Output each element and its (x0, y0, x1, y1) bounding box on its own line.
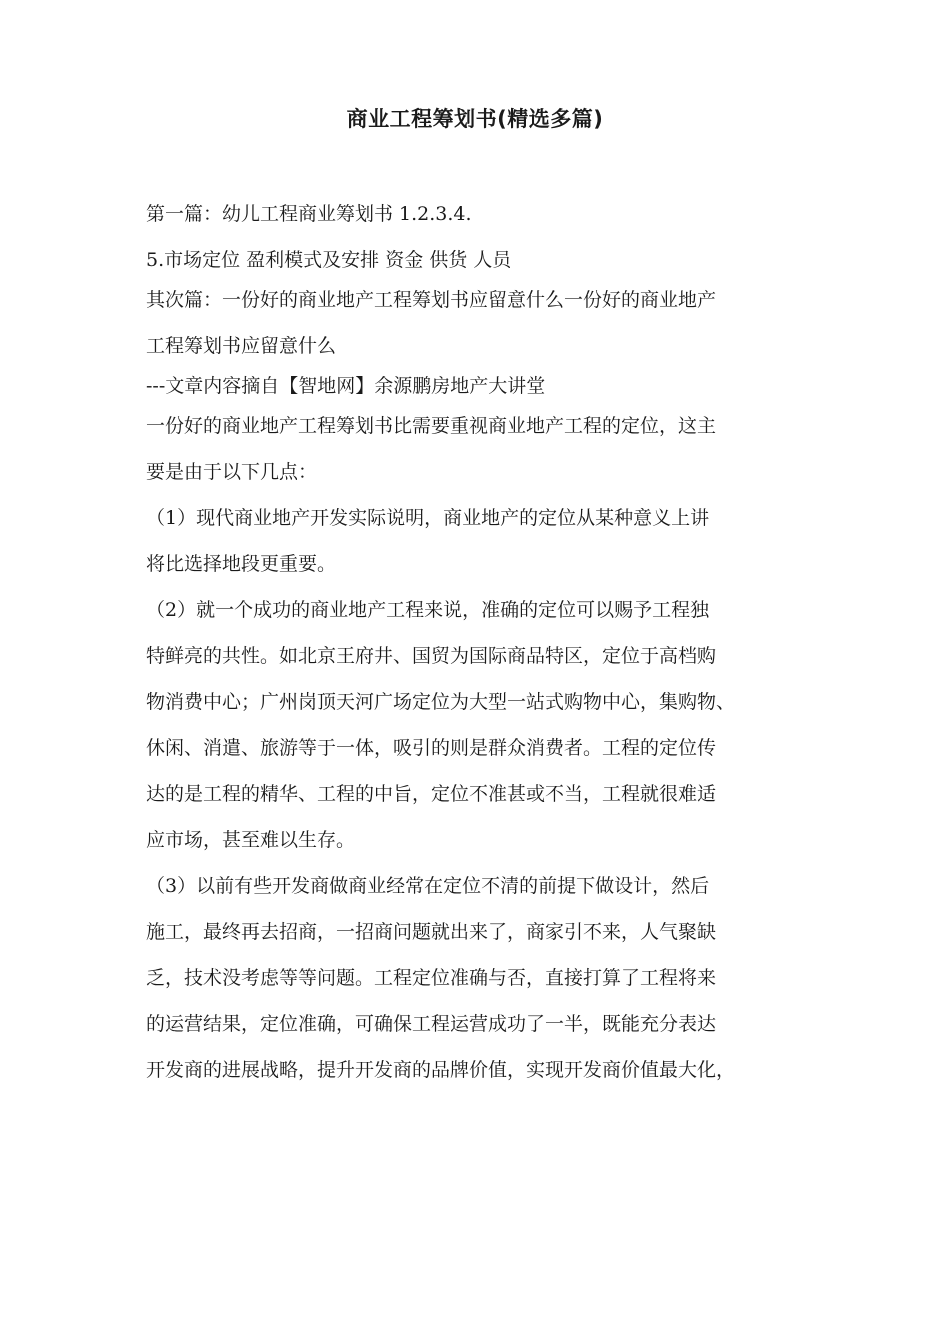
text-line: 工程筹划书应留意什么 (146, 335, 337, 357)
text-line: 施工，最终再去招商，一招商问题就出来了，商家引不来，人气聚缺 (146, 921, 717, 943)
text-line: 开发商的进展战略，提升开发商的品牌价值，实现开发商价值最大化， (146, 1059, 736, 1081)
text-line: 第一篇：幼儿工程商业筹划书 1.2.3.4. (146, 203, 472, 225)
text-line: （3）以前有些开发商做商业经常在定位不清的前提下做设计，然后 (146, 875, 710, 897)
text-line: 将比选择地段更重要。 (146, 553, 337, 575)
text-line: 其次篇：一份好的商业地产工程筹划书应留意什么一份好的商业地产 (146, 289, 717, 311)
text-line: （2）就一个成功的商业地产工程来说，准确的定位可以赐予工程独 (146, 599, 710, 621)
text-line: 应市场，甚至难以生存。 (146, 829, 356, 851)
text-line: ---文章内容摘自【智地网】余源鹏房地产大讲堂 (146, 375, 546, 397)
document-body (146, 200, 818, 1102)
text-line: 乏，技术没考虑等等问题。工程定位准确与否，直接打算了工程将来 (146, 967, 717, 989)
text-line: 特鲜亮的共性。如北京王府井、国贸为国际商品特区，定位于高档购 (146, 645, 717, 667)
text-line: 5.市场定位 盈利模式及安排 资金 供货 人员 (146, 249, 512, 271)
text-line: 的运营结果，定位准确，可确保工程运营成功了一半，既能充分表达 (146, 1013, 717, 1035)
text-line: 物消费中心；广州岗顶天河广场定位为大型一站式购物中心，集购物、 (146, 691, 736, 713)
text-line: 达的是工程的精华、工程的中旨，定位不准甚或不当，工程就很难适 (146, 783, 717, 805)
text-line: 休闲、消遣、旅游等于一体，吸引的则是群众消费者。工程的定位传 (146, 737, 717, 759)
document-title: 商业工程筹划书(精选多篇) (346, 107, 604, 131)
text-line: 要是由于以下几点： (146, 461, 318, 483)
text-line: 一份好的商业地产工程筹划书比需要重视商业地产工程的定位，这主 (146, 415, 717, 437)
text-line: （1）现代商业地产开发实际说明，商业地产的定位从某种意义上讲 (146, 507, 710, 529)
